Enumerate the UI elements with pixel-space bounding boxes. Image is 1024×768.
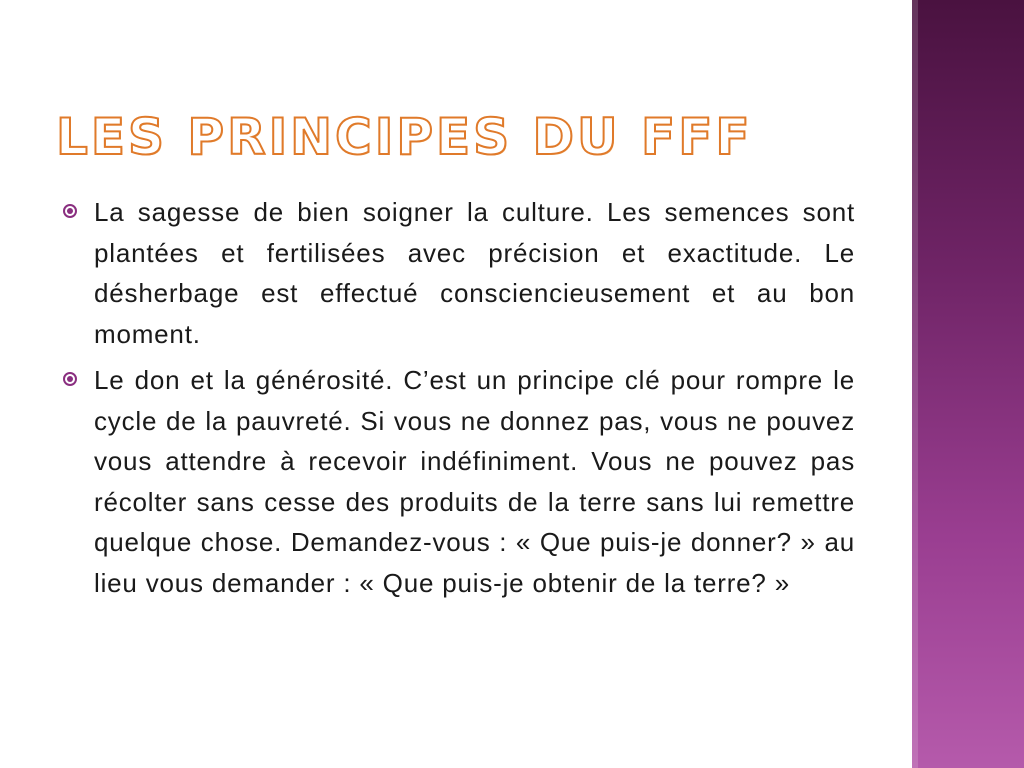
bullet-text: Le don et la générosité. C’est un principe clé pour rompre le cycle de la pauvreté. Si vous ne donnez pas, vous ne pouvez vous attendre à recevoir indéfiniment. Vous ne pouvez pas récolter sans cesse des produits de la terre sans lui remettre quelque chose. Demandez-vous : « Que puis-je donner? » au lieu vous demander : « Que puis-je obtenir de la terre? » (94, 365, 855, 598)
circle-bullet-icon (60, 360, 94, 400)
slide-title: LES PRINCIPES DU FFF (56, 108, 753, 166)
circle-bullet-icon (60, 192, 94, 232)
decorative-side-band (912, 0, 1024, 768)
bullet-item (60, 360, 855, 603)
bullet-text: La sagesse de bien soigner la culture. Les semences sont plantées et fertilisées avec précision et exactitude. Le désherbage est effectué consciencieusement et au bon moment. (94, 197, 855, 349)
bullet-list (60, 192, 855, 609)
bullet-item (60, 192, 855, 354)
